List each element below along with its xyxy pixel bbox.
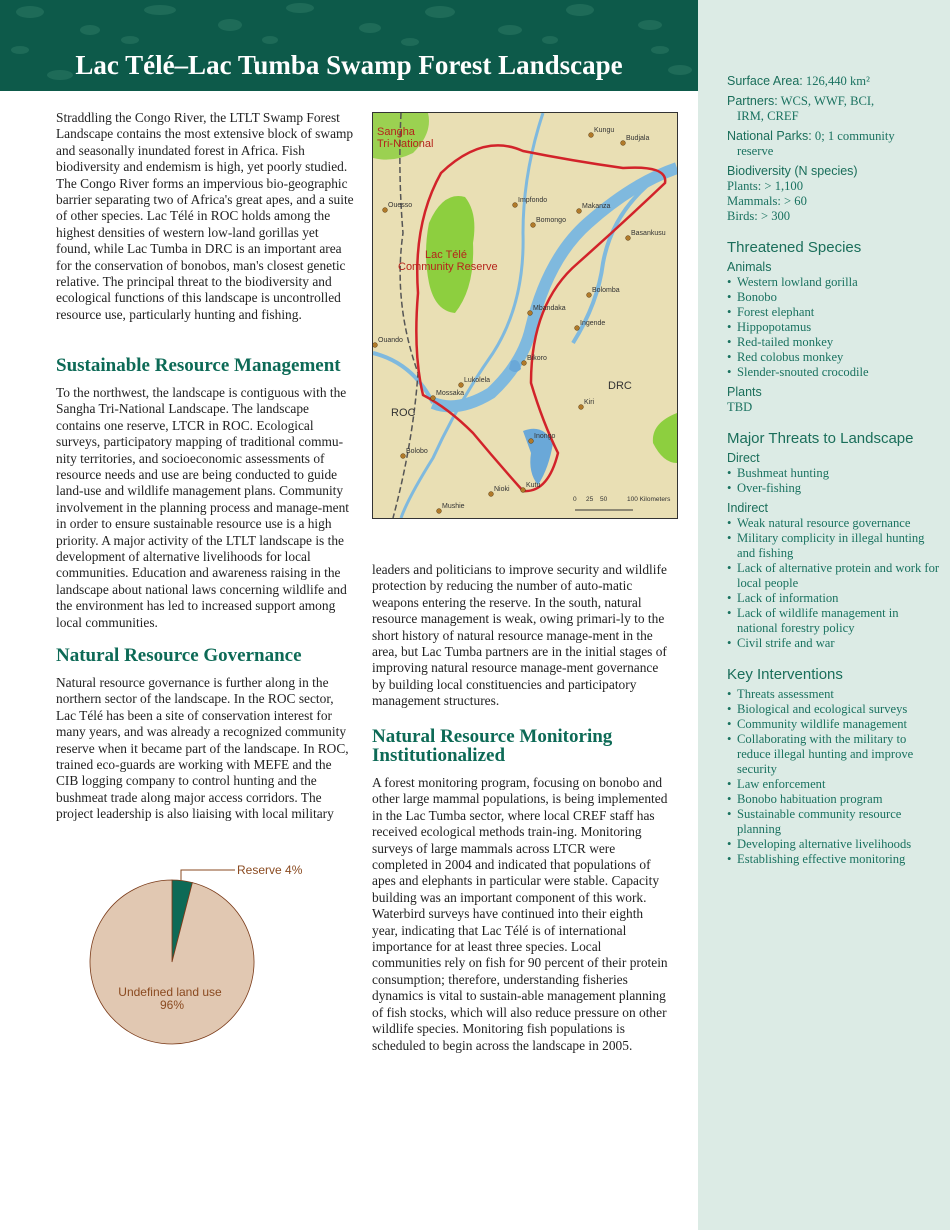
section-nrm xyxy=(372,727,670,1054)
direct-label: Direct xyxy=(727,451,760,465)
town-marker xyxy=(528,311,533,316)
threatened-animal-item: • Slender-snouted crocodile xyxy=(727,365,942,380)
town-label: Makanza xyxy=(582,203,611,210)
intro-paragraph: Straddling the Congo River, the LTLT Swamp Forest Landscape contains the most extensive block of swamp and seasonally inundated forest in Africa. Fish biodiversity and endemism is high, yet poorly studied. The Congo River forms an impervious bio-geographic barrier separating two of Africa's great apes, and a suite of other species. Lac Télé in ROC holds among the highest densities of western low-land gorillas yet found, while Lac Tumba in DRC is an important area for the conservation of bonobos, man's closest genetic relative. The principal threat to the biodiversity and ecological functions of this landscape is uncontrolled resource use, particularly hunting and fishing. xyxy=(56,110,354,322)
town-marker xyxy=(626,236,631,241)
srm-body: To the northwest, the landscape is contiguous with the Sangha Tri-National Landscape. The landscape contains one reserve, LTCR in ROC. Ecological surveys, participatory mapping of traditional commu-nity territories, and socioeconomic assessments of resource needs and use are being conducted to guide land-use and wildlife management plans. Community involvement in the planning process and manage-ment in order to ensure sustainable resource use is a high priority. A major activity of the LTLT landscape is the development of alternative livelihoods for local communities. Education and awareness raising in the landscape about national laws concerning wildlife and the environment has led to increased support among local communities. xyxy=(56,385,350,630)
town-marker xyxy=(431,396,436,401)
intervention-item: • Sustainable community resource planning xyxy=(727,807,942,837)
intervention-item: • Collaborating with the military to reduce illegal hunting and improve security xyxy=(727,732,942,777)
town-label: Lukolela xyxy=(464,377,491,384)
nrg-body-continued: leaders and politicians to improve security and wildlife protection by reducing the number of auto-matic weapons entering the reserve. In the south, natural resource management is weak, owing primari-ly to the short history of natural resource manage-ment in the area, but Lac Tumba partners are in the initial stages of improving natural resource manage-ment governance by building local constituencies and participatory management structures. xyxy=(372,562,667,709)
town-label: Ouesso xyxy=(388,202,413,209)
threatened-animal-item: • Red colobus monkey xyxy=(727,350,942,365)
town-label: Bolomba xyxy=(592,287,620,294)
direct-threats-list xyxy=(727,466,942,496)
town-label: Bikoro xyxy=(527,355,547,362)
town-label: Budjala xyxy=(626,135,650,142)
map-svg xyxy=(373,113,677,518)
section-srm xyxy=(56,356,356,631)
town-label: Kiri xyxy=(584,399,595,406)
intervention-item: • Law enforcement xyxy=(727,777,942,792)
town-marker xyxy=(589,133,594,138)
parks-label: National Parks: xyxy=(727,129,812,143)
direct-threat-item: • Bushmeat hunting xyxy=(727,466,942,481)
town-marker xyxy=(401,454,406,459)
threatened-animal-item: • Red-tailed monkey xyxy=(727,335,942,350)
town-marker xyxy=(577,209,582,214)
national-parks xyxy=(727,129,942,159)
surface-area xyxy=(727,74,942,89)
indirect-threat-item: • Military complicity in illegal hunting and fishing xyxy=(727,531,942,561)
plants-value: TBD xyxy=(727,400,753,414)
srm-heading: Sustainable Resource Management xyxy=(56,355,341,376)
direct-threat-item: • Over-fishing xyxy=(727,481,942,496)
town-marker xyxy=(529,439,534,444)
town-label: Kungu xyxy=(594,127,615,134)
map-label-roc: ROC xyxy=(391,407,416,419)
surface-area-label: Surface Area: xyxy=(727,74,803,88)
indirect-threat-item: • Lack of information xyxy=(727,591,942,606)
intervention-item: • Threats assessment xyxy=(727,687,942,702)
map-label-drc: DRC xyxy=(608,380,632,392)
indirect-threat-item: • Civil strife and war xyxy=(727,636,942,651)
map-label-lac-tele: Lac Télé xyxy=(425,249,467,261)
town-marker xyxy=(575,326,580,331)
page-title: Lac Télé–Lac Tumba Swamp Forest Landscape xyxy=(75,50,623,80)
town-label: Ingende xyxy=(580,320,606,327)
intro-text xyxy=(56,110,356,323)
landscape-map xyxy=(372,112,678,519)
birds-count: Birds: > 300 xyxy=(727,209,791,223)
intervention-item: • Developing alternative livelihoods xyxy=(727,837,942,852)
town-marker xyxy=(579,405,584,410)
threatened-animal-item: • Forest elephant xyxy=(727,305,942,320)
intervention-item: • Biological and ecological surveys xyxy=(727,702,942,717)
plants-count: Plants: > 1,100 xyxy=(727,179,804,193)
threatened-animal-item: • Bonobo xyxy=(727,290,942,305)
nrg-body: Natural resource governance is further along in the northern sector of the landscape. In the ROC sector, Lac Télé has been a site of conservation interest for many years, and was already a recognized community reserve when it became part of the landscape. In ROC, trained eco-guards are working with MEFE and the CIB logging company to control hunting and the bushmeat trade along major access corridors. The project leadership is also liaising with local military xyxy=(56,675,349,822)
animals-list xyxy=(727,275,942,380)
mammals-count: Mammals: > 60 xyxy=(727,194,807,208)
town-marker xyxy=(521,488,526,493)
indirect-threat-item: • Lack of alternative protein and work for local people xyxy=(727,561,942,591)
town-label: Inongo xyxy=(534,433,556,440)
indirect-threat-item: • Lack of wildlife management in national forestry policy xyxy=(727,606,942,636)
scale-0: 0 xyxy=(573,496,577,503)
pie-label-undefined-pct: 96% xyxy=(159,998,185,1012)
threats-heading: Major Threats to Landscape xyxy=(727,430,914,447)
town-label: Impfondo xyxy=(518,197,548,204)
surface-area-value: 126,440 km² xyxy=(805,74,870,88)
town-label: Mossaka xyxy=(436,390,465,397)
plants-label: Plants xyxy=(727,385,762,399)
town-marker xyxy=(587,293,592,298)
biodiversity-label: Biodiversity (N species) xyxy=(727,164,858,178)
intervention-item: • Community wildlife management xyxy=(727,717,942,732)
section-nrg xyxy=(56,646,356,823)
intervention-item: • Bonobo habituation program xyxy=(727,792,942,807)
nrg-heading: Natural Resource Governance xyxy=(56,645,302,666)
partners-value-cont: IRM, CREF xyxy=(737,109,799,123)
reserve-leader-line xyxy=(181,870,235,881)
scale-25: 25 xyxy=(586,496,594,503)
parks-value: 0; 1 community xyxy=(814,129,895,143)
town-label: Nioki xyxy=(494,486,510,493)
town-label: Bolobo xyxy=(406,448,428,455)
pie-label-undefined: Undefined land use xyxy=(118,985,222,999)
threatened-animal-item: • Western lowland gorilla xyxy=(727,275,942,290)
map-label-tri-national: Tri-National xyxy=(377,138,434,150)
interventions-heading: Key Interventions xyxy=(727,666,843,683)
town-label: Kutu xyxy=(526,482,541,489)
town-label: Basankusu xyxy=(631,230,666,237)
interventions-list xyxy=(727,687,942,867)
threatened-animal-item: • Hippopotamus xyxy=(727,320,942,335)
partners xyxy=(727,94,942,124)
land-use-pie-chart xyxy=(80,860,320,1060)
town-marker xyxy=(489,492,494,497)
partners-value: WCS, WWF, BCI, xyxy=(780,94,875,108)
indirect-threats-list xyxy=(727,516,942,651)
town-label: Ouando xyxy=(378,337,403,344)
town-marker xyxy=(522,361,527,366)
town-marker xyxy=(383,208,388,213)
town-marker xyxy=(437,509,442,514)
nrm-heading-line2: Institutionalized xyxy=(372,745,506,766)
town-label: Mbandaka xyxy=(533,305,566,312)
map-label-sangha: Sangha xyxy=(377,126,415,138)
title-banner xyxy=(0,0,698,91)
sidebar-facts xyxy=(727,74,942,867)
scale-100-km: 100 Kilometers xyxy=(627,496,671,503)
town-marker xyxy=(513,203,518,208)
indirect-label: Indirect xyxy=(727,501,768,515)
town-label: Bomongo xyxy=(536,217,566,224)
nrm-heading-line1: Natural Resource Monitoring xyxy=(372,726,613,747)
biodiversity xyxy=(727,164,942,224)
indirect-threat-item: • Weak natural resource governance xyxy=(727,516,942,531)
map-label-community-reserve: Community Reserve xyxy=(398,261,498,273)
parks-value-cont: reserve xyxy=(737,144,774,158)
town-marker xyxy=(531,223,536,228)
animals-label: Animals xyxy=(727,260,772,274)
town-marker xyxy=(373,343,377,348)
partners-label: Partners: xyxy=(727,94,778,108)
town-marker xyxy=(621,141,626,146)
pie-label-reserve: Reserve 4% xyxy=(237,863,303,877)
nrm-body: A forest monitoring program, focusing on bonobo and other large mammal populations, is being implemented in the Lac Tumba sector, where local CREF staff has received ecological methods train-ing. Monitoring surveys of large mammals across LTCR were completed in 2004 and indicated that populations of apes and elephants in particular were stable. Capacity building was an important component of this work. Waterbird surveys have continued into their eighth year, indicating that Lac Télé is of international importance for at least three species. Local communities rely on fish for 90 percent of their protein consumption; therefore, understanding fisheries dynamics is vital to sustain-able management planning of fish stocks, which will also reduce pressure on other wildlife species. Monitoring fish populations is scheduled to begin across the landscape in 2005. xyxy=(372,775,668,1053)
town-marker xyxy=(459,383,464,388)
intervention-item: • Establishing effective monitoring xyxy=(727,852,942,867)
pie-slice-undefined-land-use xyxy=(90,880,254,1044)
scale-50: 50 xyxy=(600,496,608,503)
nrg-continued xyxy=(372,562,670,710)
threatened-heading: Threatened Species xyxy=(727,239,862,256)
town-label: Mushie xyxy=(442,503,465,510)
